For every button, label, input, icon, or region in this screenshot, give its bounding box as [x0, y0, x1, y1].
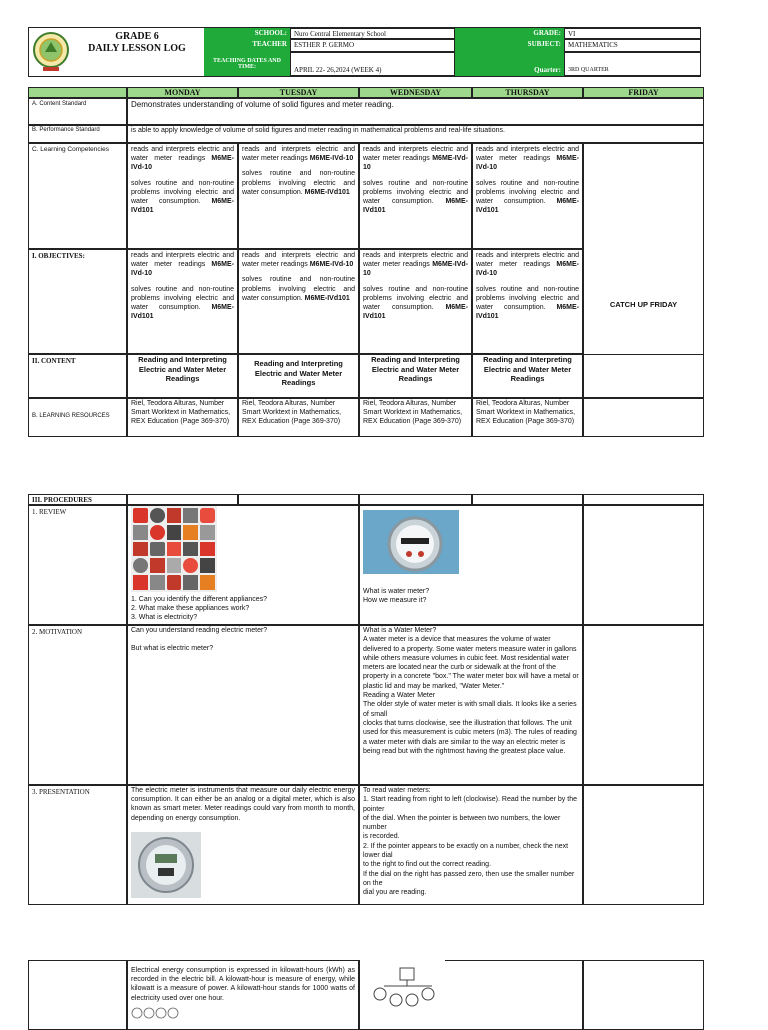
comp-thu-solves: solves routine and non-routine problems involving electric and water consumption.	[476, 179, 579, 206]
quarter-label: Quarter:	[455, 52, 564, 76]
electric-meter-image	[131, 832, 201, 898]
comp-wed-reads: reads and interprets electric and water meter readings	[363, 146, 468, 163]
comp-thu-code1: M6ME-IVd-10	[476, 155, 579, 172]
obj-mon-code1: M6ME-IVd-10	[131, 261, 234, 278]
competencies-label: C. Learning Competencies	[28, 143, 127, 249]
content-standard-label: A. Content Standard	[28, 98, 127, 125]
obj-thu-code1: M6ME-IVd-10	[476, 261, 579, 278]
motivation-label: 2. MOTIVATION	[28, 625, 127, 785]
log-title: DAILY LESSON LOG	[88, 43, 186, 54]
bottom-monday	[127, 960, 359, 1030]
resource-friday	[583, 398, 704, 437]
content-tuesday: Reading and Interpreting Electric and Water Meter Readings	[238, 354, 359, 398]
dials-diagram	[370, 964, 442, 1019]
bottom-friday	[583, 960, 704, 1030]
comp-mon-code1: M6ME-IVd-10	[131, 155, 234, 172]
dates-value: APRIL 22- 26,2024 (WEEK 4)	[290, 52, 455, 76]
obj-wednesday	[359, 249, 472, 354]
comp-wed-solves: solves routine and non-routine problems involving electric and water consumption.	[363, 179, 468, 206]
obj-tue-solves: solves routine and non-routine problems involving electric and water consumption.	[242, 276, 355, 302]
comp-thu-code2: M6ME-IVd101	[476, 198, 579, 215]
resource-tuesday: Riel, Teodora Alturas, Number Smart Worktext in Mathematics, REX Education (Page 369-370)	[238, 398, 359, 437]
bottom-label-cell	[28, 960, 127, 1030]
school-label: SCHOOL:	[204, 28, 290, 39]
school-value: Nuro Central Elementary School	[290, 28, 455, 39]
performance-standard-text: is able to apply knowledge of volume of solid figures and meter reading in mathematical problems and real-life situations.	[127, 125, 704, 143]
review-q3: 3. What is electricity?	[131, 614, 198, 622]
review-q2: 2. What make these appliances work?	[131, 605, 250, 613]
obj-thursday	[472, 249, 583, 354]
resource-monday: Riel, Teodora Alturas, Number Smart Worktext in Mathematics, REX Education (Page 369-370)	[127, 398, 238, 437]
comp-mon-solves: solves routine and non-routine problems involving electric and water consumption.	[131, 179, 234, 206]
motivation-mon-2: But what is electric meter?	[131, 645, 214, 653]
obj-tue-code2: M6ME-IVd101	[304, 294, 350, 302]
dials-mini-icon	[131, 1006, 355, 1024]
review-wed-q2: How we measure it?	[363, 597, 427, 605]
presentation-mon-text: The electric meter is instruments that measure our daily electric energy consumption. It can either be an analog or a digital meter, which is also known as smart meter. Meter readings could vary from month to month, depending on energy consumption.	[131, 787, 355, 822]
objectives-label: I. OBJECTIVES:	[28, 249, 127, 354]
grade-title: GRADE 6	[115, 31, 159, 42]
review-wednesday	[359, 505, 583, 625]
obj-mon-solves: solves routine and non-routine problems involving electric and water consumption.	[131, 285, 234, 312]
subject-label: SUBJECT:	[455, 39, 564, 52]
comp-tuesday	[238, 143, 359, 249]
day-monday: MONDAY	[127, 87, 238, 98]
comp-tue-solves: solves routine and non-routine problems involving electric and water consumption.	[242, 170, 355, 196]
comp-tue-reads: reads and interprets electric and water meter readings	[242, 146, 355, 163]
water-meter-image	[363, 510, 459, 574]
review-friday	[583, 505, 704, 625]
comp-friday	[583, 143, 704, 354]
proc-head-mon	[127, 494, 238, 505]
presentation-friday	[583, 785, 704, 905]
review-label: 1. REVIEW	[28, 505, 127, 625]
day-wednesday: WEDNESDAY	[359, 87, 472, 98]
comp-tue-code2: M6ME-IVd101	[304, 188, 350, 196]
obj-thu-reads: reads and interprets electric and water meter readings	[476, 252, 579, 269]
resource-thursday: Riel, Teodora Alturas, Number Smart Worktext in Mathematics, REX Education (Page 369-370)	[472, 398, 583, 437]
obj-thu-solves: solves routine and non-routine problems involving electric and water consumption.	[476, 285, 579, 312]
content-monday: Reading and Interpreting Electric and Water Meter Readings	[127, 354, 238, 398]
teacher-label: TEACHER	[204, 39, 290, 52]
obj-thu-code2: M6ME-IVd101	[476, 304, 579, 321]
comp-wednesday	[359, 143, 472, 249]
comp-wed-code1: M6ME-IVd-10	[363, 155, 468, 172]
dates-label: TEACHING DATES AND TIME:	[204, 52, 290, 76]
catch-up-friday: CATCH UP FRIDAY	[609, 300, 678, 309]
resource-wednesday: Riel, Teodora Alturas, Number Smart Worktext in Mathematics, REX Education (Page 369-370)	[359, 398, 472, 437]
obj-wed-solves: solves routine and non-routine problems involving electric and water consumption.	[363, 285, 468, 312]
appliances-image	[131, 506, 217, 592]
content-standard-text: Demonstrates understanding of volume of solid figures and meter reading.	[127, 98, 704, 125]
content-label: II. CONTENT	[28, 354, 127, 398]
obj-tue-code1: M6ME-IVd-10	[309, 261, 354, 269]
comp-tue-code1: M6ME-IVd-10	[309, 155, 354, 163]
comp-thursday	[472, 143, 583, 249]
obj-wed-reads: reads and interprets electric and water meter readings	[363, 252, 468, 269]
obj-mon-code2: M6ME-IVd101	[131, 304, 234, 321]
resources-label: B. LEARNING RESOURCES	[28, 398, 127, 437]
proc-head-fri	[583, 494, 704, 505]
proc-head-tue	[238, 494, 359, 505]
content-wednesday: Reading and Interpreting Electric and Water Meter Readings	[359, 354, 472, 398]
bottom-mon-text: Electrical energy consumption is expressed in kilowatt-hours (kWh) as recorded in the electric bill. A kilowatt-hour is measure of energy, while kilowatt is a measure of power. A kilowatt-hour stands for 1000 watts of electricity used over one hour.	[131, 967, 355, 1002]
content-thursday: Reading and Interpreting Electric and Water Meter Readings	[472, 354, 583, 398]
grade-label: GRADE:	[455, 28, 564, 39]
motivation-monday	[127, 625, 359, 785]
presentation-wednesday: To read water meters: 1. Start reading from right to left (clockwise). Read the number by the pointer of the dial. When the pointer is between two numbers, the lower number is recorded. 2. If the pointer appears to be exactly on a number, check the next lower dial to the right to find out the correct reading. If the dial on the right has passed zero, then use the smaller number on the dial you are reading.	[359, 785, 583, 905]
motivation-mon-1: Can you understand reading electric meter?	[131, 627, 268, 634]
obj-tue-reads: reads and interprets electric and water meter readings	[242, 252, 355, 269]
proc-head-wed	[359, 494, 472, 505]
quarter-value: 3RD QUARTER	[564, 52, 701, 76]
proc-head-thu	[472, 494, 583, 505]
day-thursday: THURSDAY	[472, 87, 583, 98]
day-tuesday: TUESDAY	[238, 87, 359, 98]
content-friday	[583, 354, 704, 398]
comp-thu-reads: reads and interprets electric and water meter readings	[476, 146, 579, 163]
comp-wed-code2: M6ME-IVd101	[363, 198, 468, 215]
comp-monday	[127, 143, 238, 249]
comp-mon-reads: reads and interprets electric and water meter readings	[131, 146, 234, 163]
school-logo	[31, 28, 71, 76]
obj-mon-reads: reads and interprets electric and water meter readings	[131, 252, 234, 269]
subject-value: MATHEMATICS	[564, 39, 701, 52]
presentation-monday	[127, 785, 359, 905]
day-header-blank	[28, 87, 127, 98]
comp-mon-code2: M6ME-IVd101	[131, 198, 234, 215]
presentation-label: 3. PRESENTATION	[28, 785, 127, 905]
teacher-value: ESTHER P. GERMO	[290, 39, 455, 52]
bottom-wednesday	[359, 960, 583, 1030]
obj-tuesday	[238, 249, 359, 354]
motivation-friday	[583, 625, 704, 785]
motivation-wednesday: What is a Water Meter? A water meter is a device that measures the volume of water delivered to a property. Some water meters measure water in gallons while others measure volumes in cubic feet. Most residential water meters are located near the curb or sidewalk at the front of the property in a concrete "box." The water meter box will have a metal or plastic lid and may be marked, "Water Meter." Reading a Water Meter The older style of water meter is with small dials. It looks like a series of small clocks that turns clockwise, see the illustration that follows. The unit used for this measurement is cubic meters (m3). The rules of reading a water meter with dials are similar to the way an electric meter is being read but with the rightmost having the greatest place value.	[359, 625, 583, 785]
obj-monday	[127, 249, 238, 354]
day-friday: FRIDAY	[583, 87, 704, 98]
grade-value: VI	[564, 28, 701, 39]
review-q1: 1. Can you identify the different appliances?	[131, 596, 268, 603]
performance-standard-label: B. Performance Standard	[28, 125, 127, 143]
obj-wed-code1: M6ME-IVd-10	[363, 261, 468, 278]
review-monday	[127, 505, 359, 625]
procedures-label: III. PROCEDURES	[28, 494, 127, 505]
obj-wed-code2: M6ME-IVd101	[363, 304, 468, 321]
review-wed-q1: What is water meter?	[363, 588, 430, 595]
bottom-wed-topline	[445, 960, 583, 961]
